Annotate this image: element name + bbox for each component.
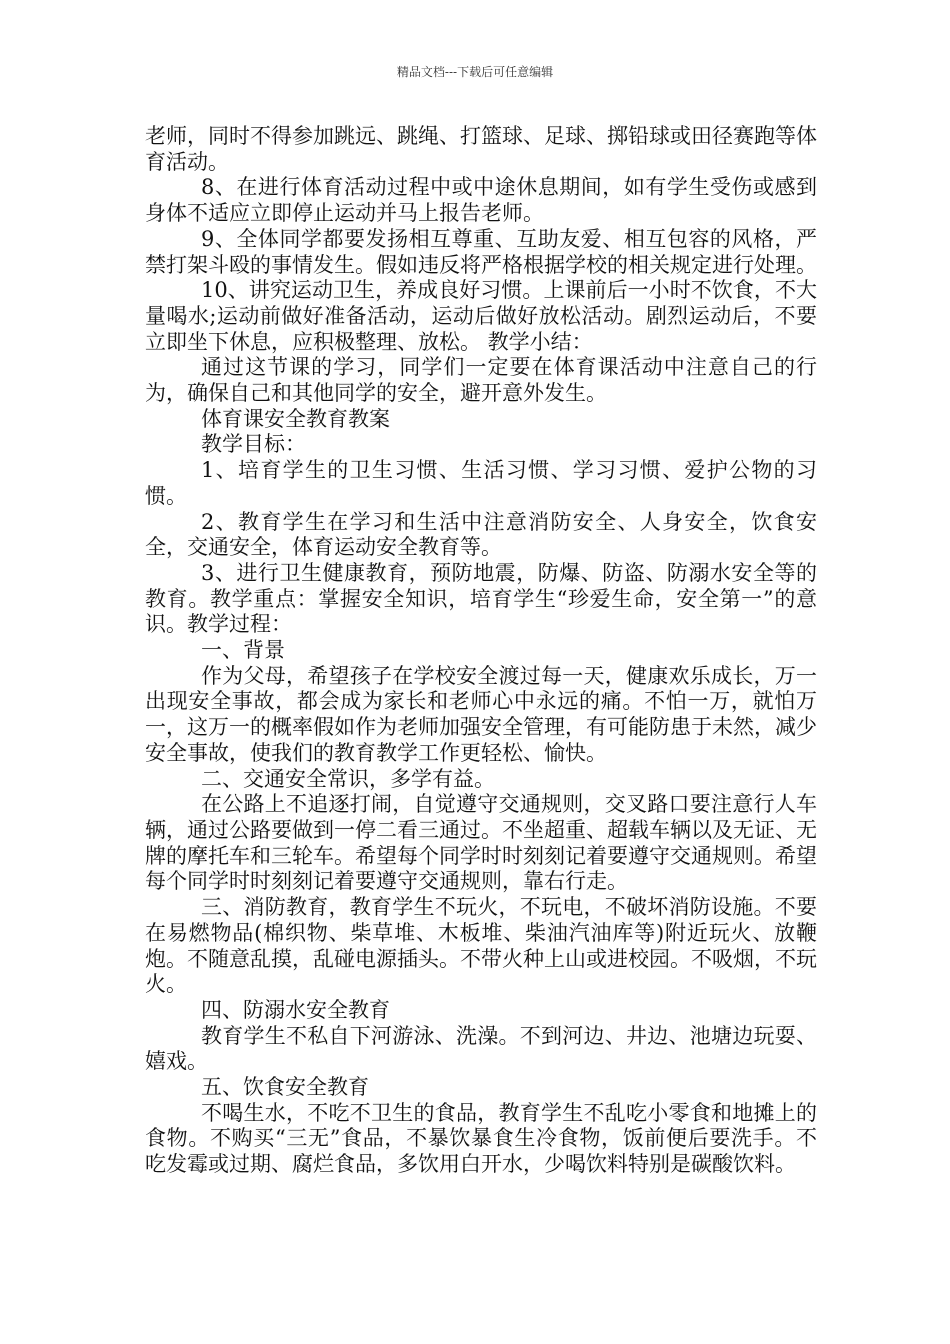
subheading: 一、背景	[201, 638, 285, 663]
paragraph: 在公路上不追逐打闹，自觉遵守交通规则，交叉路口要注意行人车辆，通过公路要做到一停二看三通过。不坐超重、超载车辆以及无证、无牌的摩托车和三轮车。希望每个同学时时刻刻记着要遵守交通规则。希望每个同学时时刻刻记着要遵守交通规则，靠右行走。	[145, 792, 817, 894]
paragraph: 1、培育学生的卫生习惯、生活习惯、学习习惯、爱护公物的习惯。	[145, 458, 817, 508]
paragraph: 8、在进行体育活动过程中或中途休息期间，如有学生受伤或感到身体不适应立即停止运动并马上报告老师。	[145, 175, 817, 226]
document-body	[145, 124, 817, 1178]
subheading: 五、饮食安全教育	[201, 1075, 369, 1100]
subheading: 四、防溺水安全教育	[201, 997, 390, 1022]
page-header: 精品文档---下载后可任意编辑	[396, 65, 554, 79]
paragraph: 2、教育学生在学习和生活中注意消防安全、人身安全，饮食安全，交通安全，体育运动安全教育等。	[145, 509, 817, 560]
paragraph: 通过这节课的学习，同学们一定要在体育课活动中注意自己的行为，确保自己和其他同学的安全，避开意外发生。	[145, 355, 817, 406]
subheading: 教学目标：	[201, 432, 306, 457]
paragraph: 9、全体同学都要发扬相互尊重、互助友爱、相互包容的风格，严禁打架斗殴的事情发生。假如违反将严格根据学校的相关规定进行处理。	[145, 226, 817, 277]
subheading: 二、交通安全常识，多学有益。	[201, 766, 495, 791]
paragraph: 作为父母，希望孩子在学校安全渡过每一天，健康欢乐成长，万一出现安全事故，都会成为家长和老师心中永远的痛。不怕一万，就怕万一，这万一的概率假如作为老师加强安全管理，有可能防患于未然，减少安全事故，使我们的教育教学工作更轻松、愉快。	[145, 663, 817, 765]
paragraph: 10、讲究运动卫生，养成良好习惯。上课前后一小时不饮食，不大量喝水;运动前做好准备活动，运动后做好放松活动。剧烈运动后，不要立即坐下休息，应积极整理、放松。 教学小结：	[145, 278, 817, 354]
paragraph: 3、进行卫生健康教育，预防地震，防爆、防盗、防溺水安全等的教育。教学重点：掌握安全知识，培育学生“珍爱生命，安全第一”的意识。教学过程：	[145, 560, 817, 637]
paragraph: 教育学生不私自下河游泳、洗澡。不到河边、井边、池塘边玩耍、嬉戏。	[145, 1023, 817, 1074]
section-title: 体育课安全教育教案	[201, 406, 390, 431]
paragraph: 三、消防教育，教育学生不玩火，不玩电，不破坏消防设施。不要在易燃物品(棉织物、柴草堆、木板堆、柴油汽油库等)附近玩火、放鞭炮。不随意乱摸，乱碰电源插头。不带火种上山或进校园。不吸烟，不玩火。	[145, 895, 817, 997]
paragraph: 不喝生水，不吃不卫生的食品，教育学生不乱吃小零食和地摊上的食物。不购买“三无”食品，不暴饮暴食生冷食物，饭前便后要洗手。不吃发霉或过期、腐烂食品，多饮用白开水，少喝饮料特别是碳酸饮料。	[145, 1100, 817, 1177]
paragraph: 老师，同时不得参加跳远、跳绳、打篮球、足球、掷铅球或田径赛跑等体育活动。	[145, 124, 817, 174]
